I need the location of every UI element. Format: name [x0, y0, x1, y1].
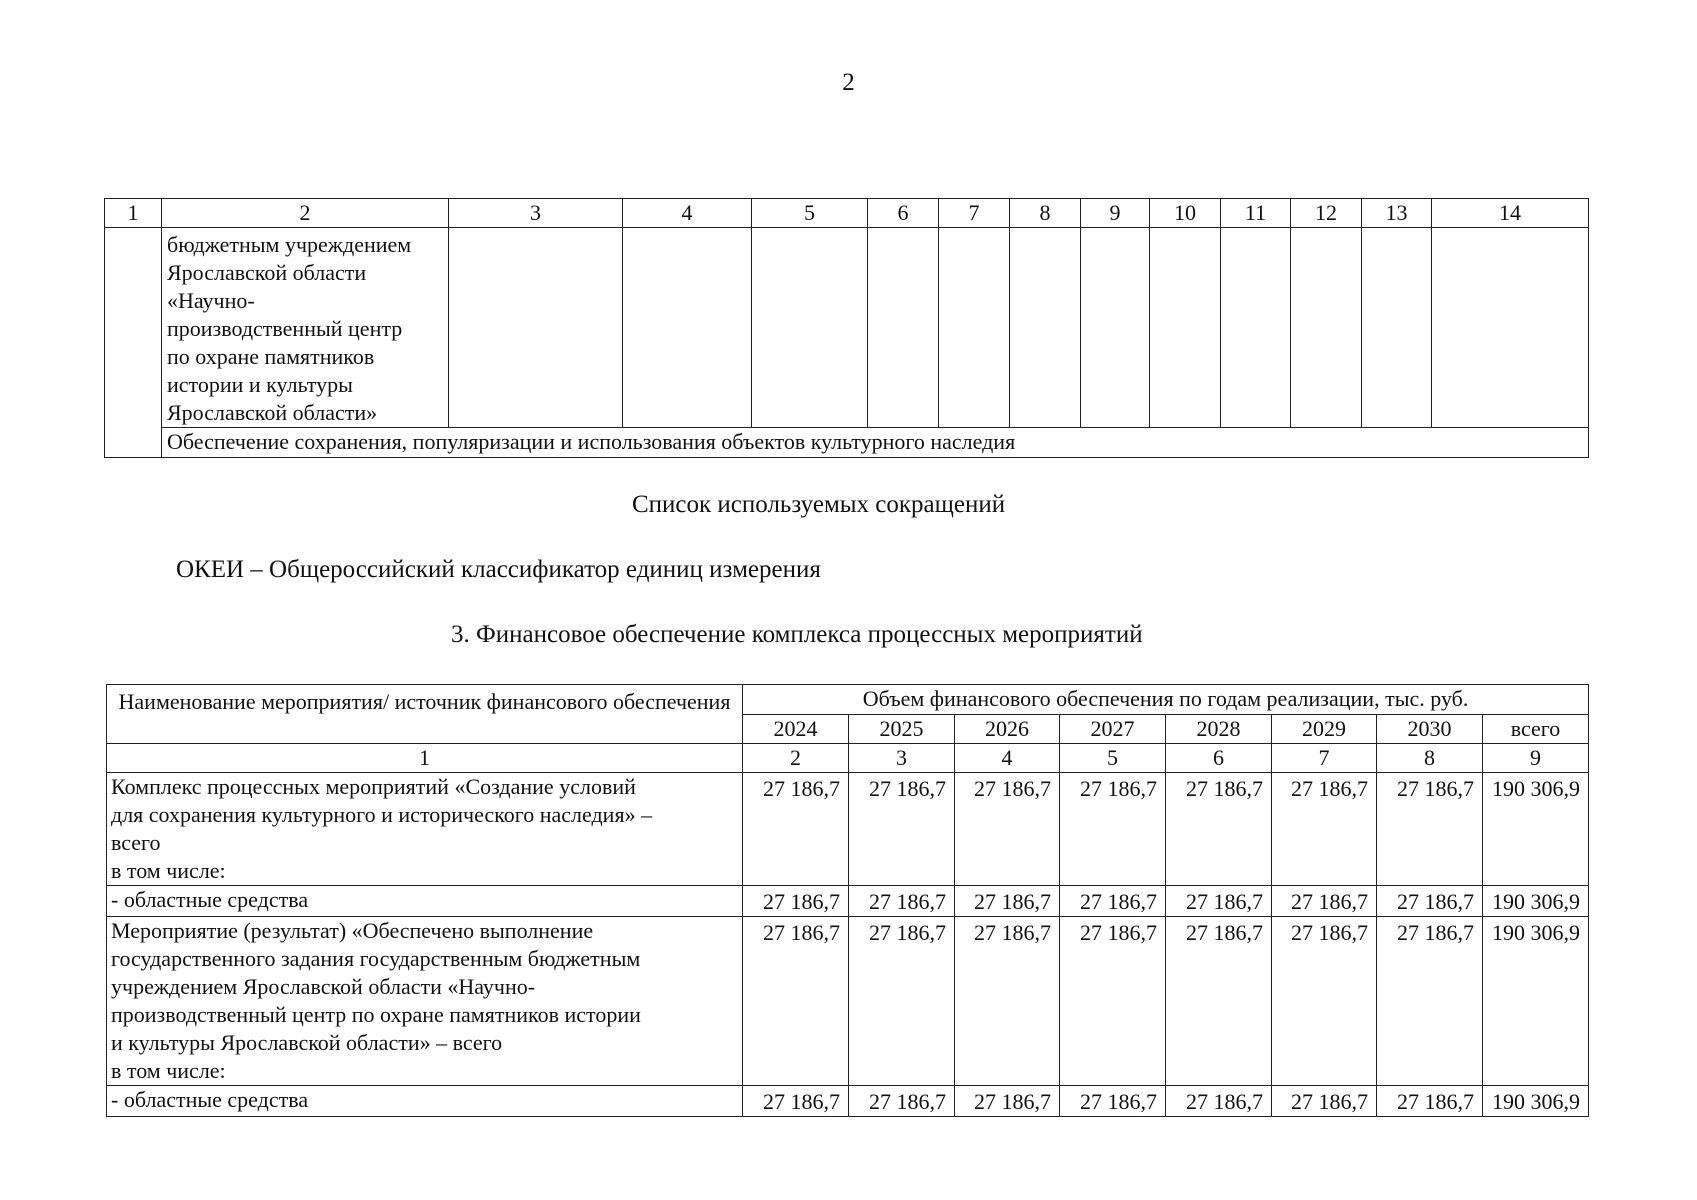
text-line: по охране памятников — [167, 344, 375, 369]
year-header: 2030 — [1377, 715, 1483, 744]
text-line: для сохранения культурного и исторического наследия» – — [111, 802, 653, 827]
value-cell: 27 186,7 — [1377, 773, 1483, 886]
column-number: 6 — [1166, 744, 1272, 773]
total-header: всего — [1483, 715, 1589, 744]
column-number: 4 — [623, 199, 752, 228]
text-line: Мероприятие (результат) «Обеспечено выполнение — [111, 918, 594, 943]
header-row — [107, 685, 1589, 715]
column-number: 8 — [1377, 744, 1483, 773]
value-cell: 27 186,7 — [1377, 1086, 1483, 1117]
text-line: в том числе: — [111, 1058, 226, 1083]
total-cell: 190 306,9 — [1483, 773, 1589, 886]
value-cell: 27 186,7 — [743, 773, 849, 886]
total-cell: 190 306,9 — [1483, 886, 1589, 917]
abbreviation-item: ОКЕИ – Общероссийский классификатор единиц измерения — [176, 556, 821, 583]
measure-name-cell — [107, 917, 743, 1086]
value-cell: 27 186,7 — [1272, 886, 1377, 917]
year-header: 2029 — [1272, 715, 1377, 744]
column-number: 2 — [162, 199, 449, 228]
column-number: 6 — [868, 199, 939, 228]
column-number: 12 — [1291, 199, 1362, 228]
table-cell — [752, 228, 868, 428]
value-cell: 27 186,7 — [1272, 917, 1377, 1086]
goal-cell: Обеспечение сохранения, популяризации и использования объектов культурного наследия — [162, 428, 1589, 458]
total-cell: 190 306,9 — [1483, 917, 1589, 1086]
value-cell: 27 186,7 — [1166, 917, 1272, 1086]
value-cell: 27 186,7 — [1166, 1086, 1272, 1117]
text-line: «Научно- — [167, 288, 255, 313]
value-cell: 27 186,7 — [849, 773, 955, 886]
column-number: 9 — [1483, 744, 1589, 773]
table-row — [107, 917, 1589, 1086]
text-line: и культуры Ярославской области» – всего — [111, 1030, 503, 1055]
column-number: 3 — [449, 199, 623, 228]
text-line: истории и культуры — [167, 372, 353, 397]
column-number: 7 — [1272, 744, 1377, 773]
table-row — [105, 428, 1589, 458]
name-column-header: Наименование мероприятия/ источник финансового обеспечения — [107, 685, 743, 744]
year-header: 2028 — [1166, 715, 1272, 744]
funding-source-cell — [107, 1086, 743, 1117]
table-cell — [939, 228, 1010, 428]
text-line: производственный центр — [167, 316, 403, 341]
funding-source-cell — [107, 886, 743, 917]
table-row — [107, 1086, 1589, 1117]
text-line: - областные средства — [111, 887, 309, 912]
table-cell — [105, 228, 162, 458]
text-line: бюджетным учреждением — [167, 232, 412, 257]
column-number: 14 — [1432, 199, 1589, 228]
table-cell — [449, 228, 623, 428]
financing-section-title: 3. Финансовое обеспечение комплекса процессных мероприятий — [451, 621, 1143, 648]
year-header: 2024 — [743, 715, 849, 744]
table-cell — [1221, 228, 1291, 428]
value-cell: 27 186,7 — [1166, 773, 1272, 886]
year-header: 2025 — [849, 715, 955, 744]
column-number: 13 — [1362, 199, 1432, 228]
column-number-row — [107, 744, 1589, 773]
year-header: 2027 — [1060, 715, 1166, 744]
column-number: 11 — [1221, 199, 1291, 228]
table-cell — [1432, 228, 1589, 428]
column-number: 10 — [1150, 199, 1221, 228]
table-cell — [1291, 228, 1362, 428]
text-line: всего — [111, 830, 161, 855]
column-number: 1 — [107, 744, 743, 773]
year-header: 2026 — [955, 715, 1060, 744]
column-number: 2 — [743, 744, 849, 773]
value-cell: 27 186,7 — [1060, 886, 1166, 917]
page-number: 2 — [842, 69, 855, 96]
value-cell: 27 186,7 — [1060, 1086, 1166, 1117]
table-cell — [1150, 228, 1221, 428]
abbreviations-title: Список используемых сокращений — [632, 491, 1006, 518]
table-cell — [868, 228, 939, 428]
table-cell — [1010, 228, 1081, 428]
column-number: 8 — [1010, 199, 1081, 228]
value-cell: 27 186,7 — [1272, 773, 1377, 886]
text-line: - областные средства — [111, 1087, 309, 1112]
text-line: Ярославской области — [167, 260, 367, 285]
text-line: государственного задания государственным бюджетным — [111, 946, 641, 971]
table-cell — [1081, 228, 1150, 428]
value-cell: 27 186,7 — [1272, 1086, 1377, 1117]
organization-cell — [162, 228, 449, 428]
table-row — [107, 773, 1589, 886]
total-cell: 190 306,9 — [1483, 1086, 1589, 1117]
value-cell: 27 186,7 — [743, 917, 849, 1086]
column-number: 5 — [1060, 744, 1166, 773]
value-cell: 27 186,7 — [955, 1086, 1060, 1117]
value-cell: 27 186,7 — [1377, 917, 1483, 1086]
value-cell: 27 186,7 — [1377, 886, 1483, 917]
column-number-row — [105, 199, 1589, 228]
column-number: 1 — [105, 199, 162, 228]
value-cell: 27 186,7 — [955, 886, 1060, 917]
value-cell: 27 186,7 — [849, 1086, 955, 1117]
value-cell: 27 186,7 — [955, 773, 1060, 886]
column-number: 7 — [939, 199, 1010, 228]
indicators-table-continuation — [104, 198, 1589, 458]
text-line: в том числе: — [111, 858, 226, 883]
text-line: Комплекс процессных мероприятий «Создание условий — [111, 774, 636, 799]
column-number: 5 — [752, 199, 868, 228]
table-row — [105, 228, 1589, 428]
column-number: 9 — [1081, 199, 1150, 228]
table-cell — [1362, 228, 1432, 428]
column-number: 3 — [849, 744, 955, 773]
measure-name-cell — [107, 773, 743, 886]
financing-table — [106, 684, 1589, 1117]
text-line: Ярославской области» — [167, 400, 378, 425]
column-number: 4 — [955, 744, 1060, 773]
text-line: учреждением Ярославской области «Научно- — [111, 974, 536, 999]
text-line: производственный центр по охране памятников истории — [111, 1002, 641, 1027]
table-row — [107, 886, 1589, 917]
value-cell: 27 186,7 — [1060, 773, 1166, 886]
value-cell: 27 186,7 — [1060, 917, 1166, 1086]
value-cell: 27 186,7 — [849, 917, 955, 1086]
table-cell — [623, 228, 752, 428]
value-cell: 27 186,7 — [849, 886, 955, 917]
value-cell: 27 186,7 — [955, 917, 1060, 1086]
volume-column-header: Объем финансового обеспечения по годам реализации, тыс. руб. — [743, 685, 1589, 715]
value-cell: 27 186,7 — [1166, 886, 1272, 917]
value-cell: 27 186,7 — [743, 886, 849, 917]
value-cell: 27 186,7 — [743, 1086, 849, 1117]
